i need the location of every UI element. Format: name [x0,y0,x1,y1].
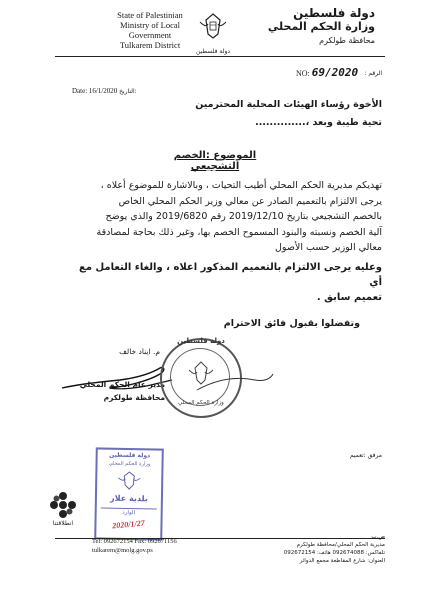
paragraph-line: تهديكم مديرية الحكم المحلي أطيب التحيات ، وبالاشارة للموضوع أعلاه ، [100,180,382,191]
header-ar-state: دولة فلسطين [293,6,375,20]
footer-english [92,538,222,555]
attachment-label: مرفق :تعميم [349,452,382,459]
body-paragraph [70,178,382,256]
reference-date [72,87,137,95]
footer-tel: Tel: 092672154 [92,538,133,545]
footer-ar-phone: تلفاكس: 092674088 هاتف: 092672154 [283,550,385,556]
header-divider [55,56,385,57]
bold-line: تعميم سابق . [316,292,382,303]
paragraph-line: معالي الوزير حسب الأصول [275,242,382,253]
header-ar-district: محافظة طولكرم [319,36,375,45]
footer-ar-address: العنوان: شارع المقاطعة مجمع الدوائر [299,558,385,564]
stamp-bottom-text: وزارة الحكم المحلي [178,400,224,406]
footer-ar-pobox: ص.ب [371,534,385,540]
greeting-text: تحية طيبة وبعد ، [305,117,382,128]
ref-date-value: 16/1/2020 [88,87,118,95]
signatory-name: م. ايناد خالف [119,347,160,356]
english-header [100,10,200,50]
footer-email: tulkarem@molg.gov.ps [92,546,153,554]
addressee: الأخوة رؤساء الهيئات المحلية المحترمين [195,99,382,110]
footer-ar-directorate: مديرية الحكم المحلي/محافظة طولكرم [296,542,385,548]
header-en-ministry: Ministry of Local Government [120,20,180,40]
ministry-logo-icon [48,490,78,520]
greeting: تحية طيبة وبعد ،.............. [255,117,382,128]
paragraph-line: آلية الخصم ونسبته والبنود المسموح الخصم بها، وغير ذلك بحاجة لمصادقة [96,226,382,238]
header-en-district: Tulkarem District [119,40,181,50]
subject-line: الموضوع :الخصم التشجيعي [173,150,257,172]
received-stamp-line1: دولة فلسطين [109,451,151,460]
reference-number [296,66,358,79]
signatory-title-line1: مدير عام الحكم المحلي [79,380,165,389]
ref-no-label: NO: [296,69,310,78]
paragraph-line: بالخصم التشجيعي بتاريخ 2019/12/10 رقم 2019/6820 والذي يوضح [105,211,382,222]
header-en-state: State of Palestinian [117,10,183,20]
received-stamp-name: بلدية علار [110,493,148,504]
received-stamp-emblem-icon [117,470,141,496]
bold-line: وعليه يرجى الالتزام بالتعميم المذكور اعلاه ، والغاء التعامل مع أي [79,262,382,288]
received-stamp-line2: وزارة الحكم المحلي [108,460,151,468]
footer-fax: Fax: 092671156 [134,538,177,545]
received-stamp-reg: الوارد [122,509,136,517]
arabic-header [250,6,375,48]
ref-date-ar: التاريخ: [119,88,137,95]
signatory-title [65,378,165,404]
ref-no-value: 69/2020 [311,66,359,79]
signature-stroke [195,370,275,400]
received-stamp [94,447,164,540]
paragraph-line: يرجى الالتزام بالتعميم الصادر عن معالي وزير الحكم المحلي الخاص [118,195,382,207]
header-ar-ministry: وزارة الحكم المحلي [267,20,375,33]
ref-date-label: Date: [72,87,88,95]
received-stamp-date: 2020/1/27 [111,518,146,531]
closing-line: وتفضلوا بقبول فائق الاحترام [223,318,360,329]
emblem-caption: دولة فلسطين [195,48,231,55]
logo-caption: انطلاقتنا [52,520,74,527]
footer-arabic [255,533,385,565]
ref-no-ar: الرقم : [364,70,382,77]
bold-instruction [70,260,382,305]
stamp-top-text: دولة فلسطين [177,337,225,345]
signatory-title-line2: محافظة طولكرم [103,393,165,402]
palestine-emblem-icon [196,10,230,50]
